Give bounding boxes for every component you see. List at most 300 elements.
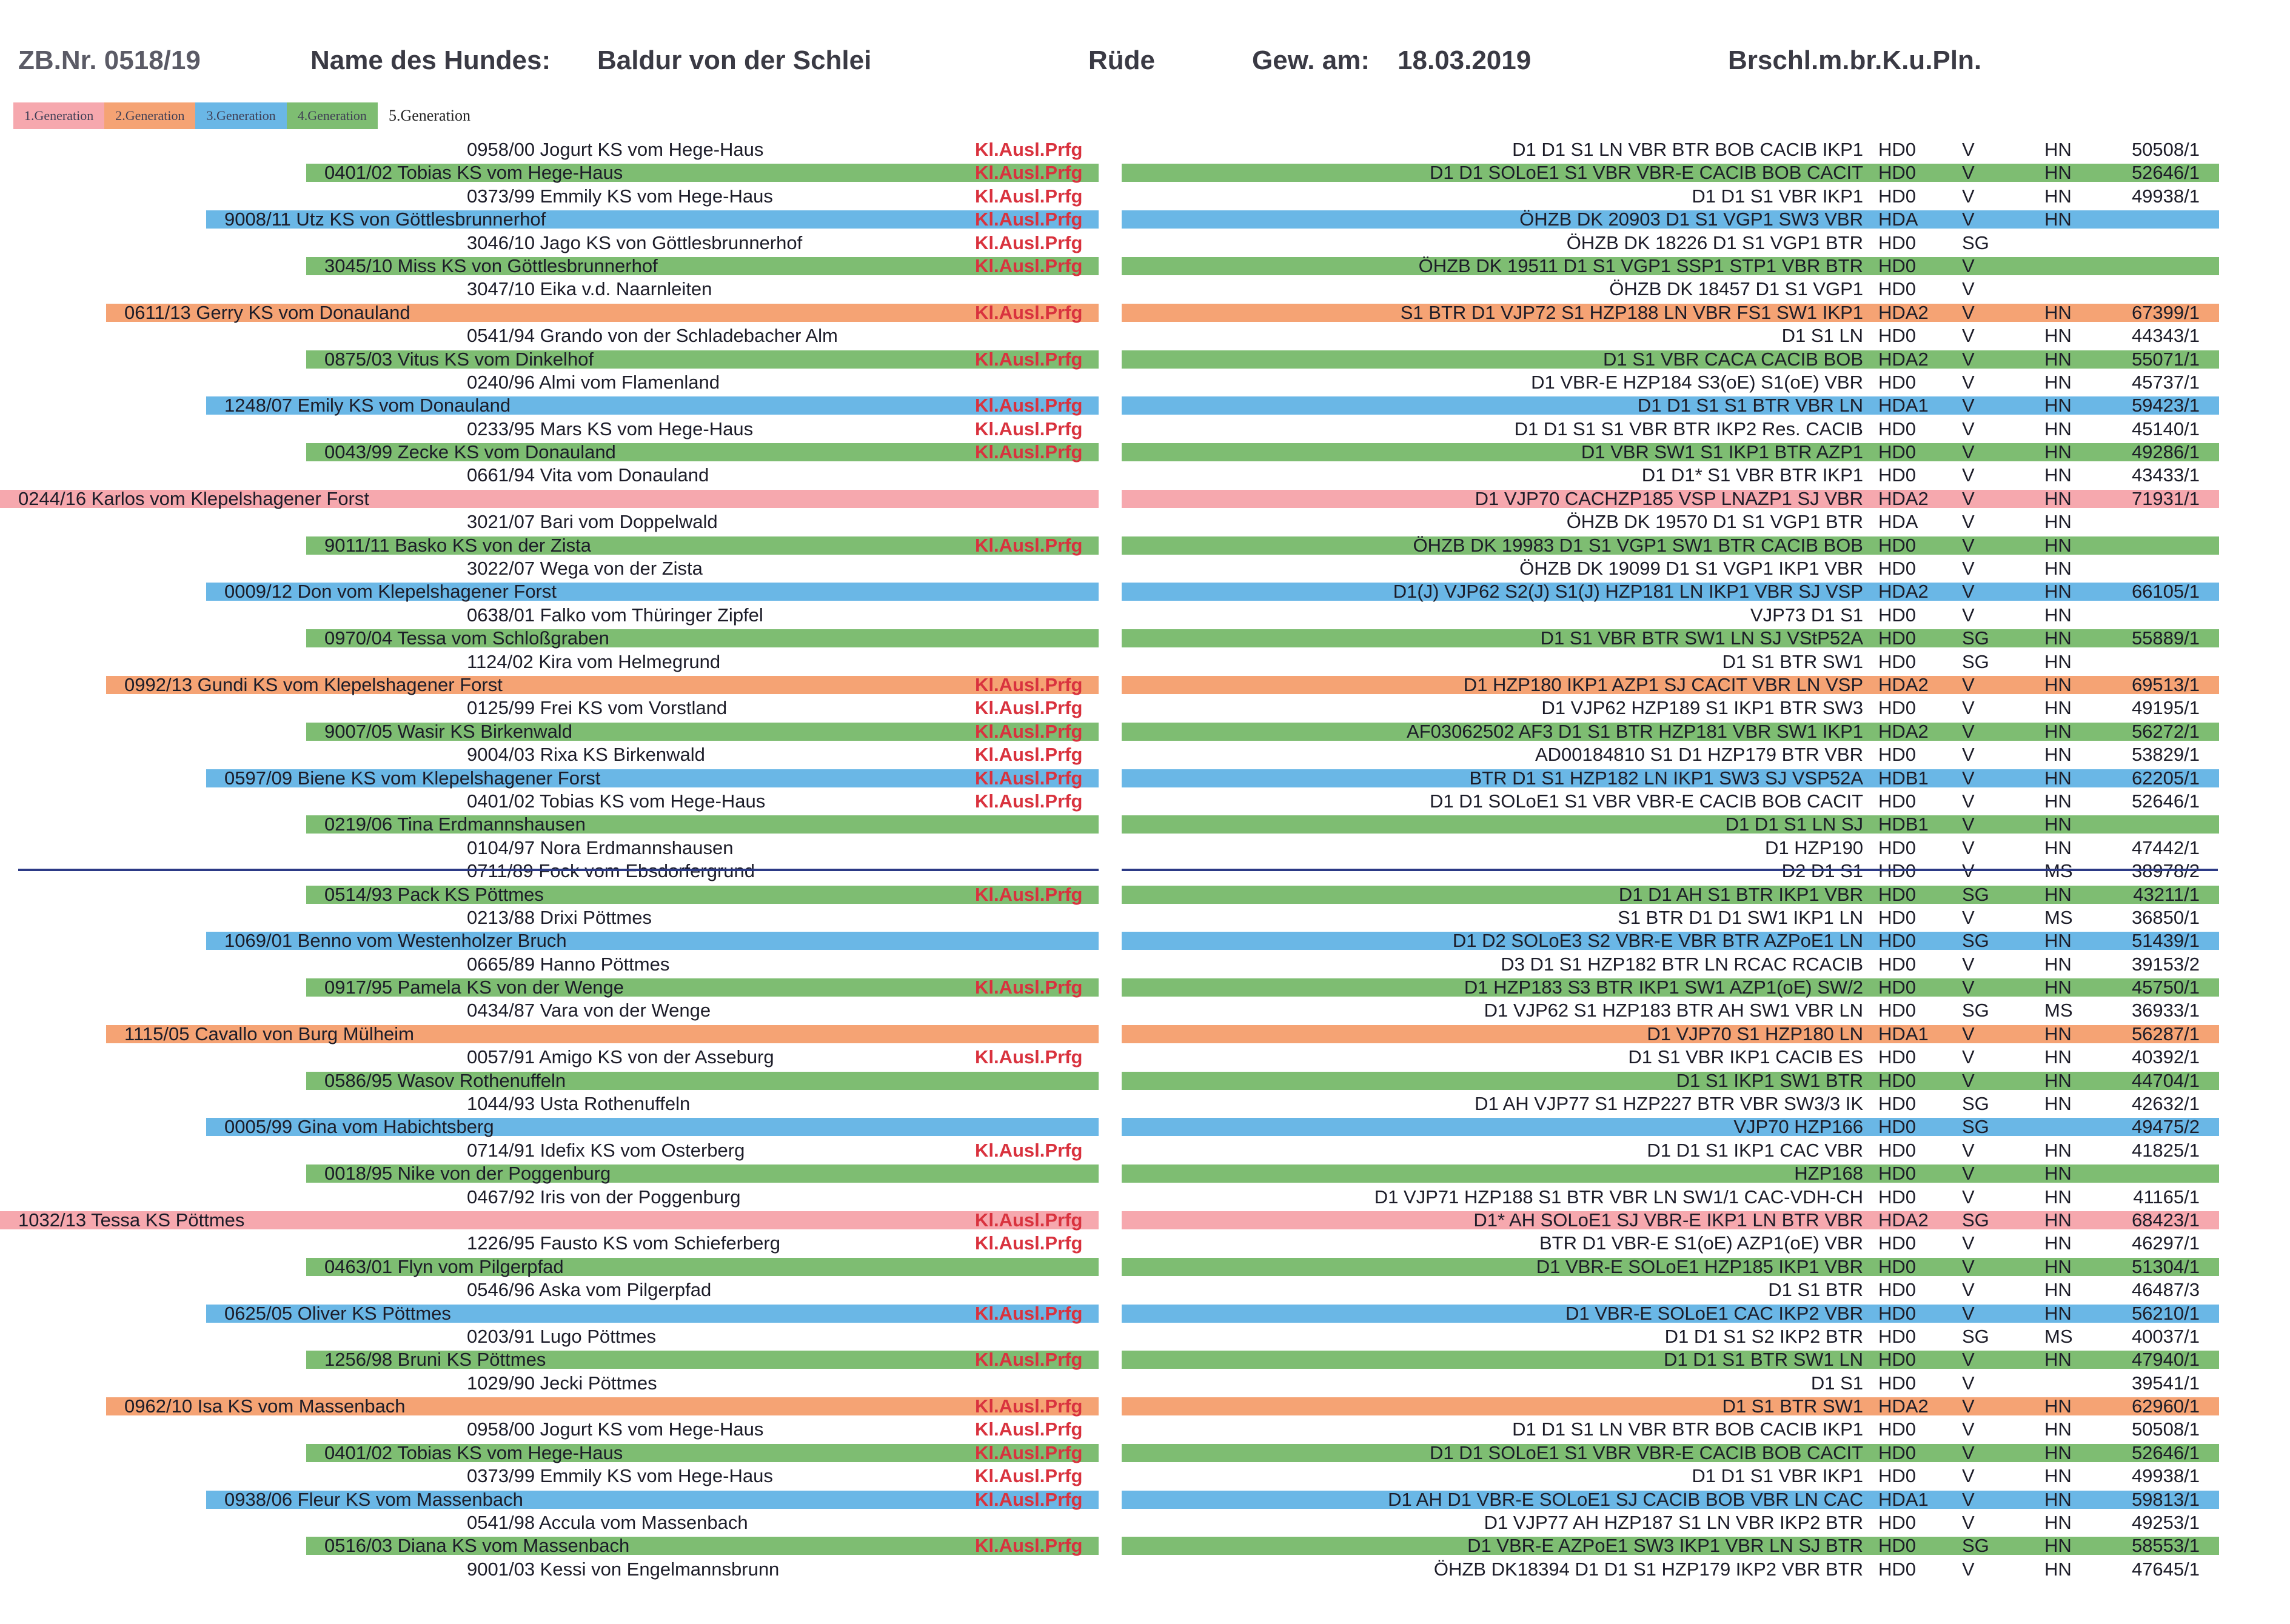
generation-4-band (306, 815, 2219, 834)
pedigree-row (0, 1139, 2290, 1162)
dog-entry-name: 0586/95 Wasov Rothenuffeln (324, 1069, 566, 1091)
achievements: VJP73 D1 S1 (1750, 604, 1863, 626)
hd-grade: HD0 (1878, 1372, 1917, 1394)
dog-entry-name: 1256/98 Bruni KS Pöttmes (324, 1349, 546, 1371)
form-grade: V (1962, 1023, 1975, 1044)
band-gap (1099, 210, 1122, 229)
band-gap (1099, 1536, 1122, 1555)
generation-4-band (306, 536, 2219, 555)
pedigree-row (0, 301, 2290, 324)
form-grade: V (1962, 1139, 1975, 1161)
hd-grade: HD0 (1878, 1465, 1917, 1487)
test-badge: Kl.Ausl.Prfg (975, 1232, 1083, 1254)
form-grade: V (1962, 255, 1975, 276)
hd-grade: HD0 (1878, 1139, 1917, 1161)
hn-mark: HN (2044, 1558, 2072, 1580)
hn-mark: HN (2044, 534, 2072, 556)
dog-entry-name: 1115/05 Cavallo von Burg Mülheim (124, 1023, 414, 1044)
band-gap (1099, 1397, 1122, 1416)
zb-number-cell: 66105/1 (2131, 581, 2200, 603)
dog-entry-name: 0373/99 Emmily KS vom Hege-Haus (467, 1465, 773, 1487)
hd-grade: HD0 (1878, 534, 1917, 556)
legend-generation-5: 5.Generation (388, 107, 470, 124)
pedigree-row (0, 394, 2290, 417)
zb-number-cell: 43211/1 (2133, 883, 2200, 905)
generation-4-band (306, 1258, 2219, 1276)
band-gap (1099, 1164, 1122, 1183)
hd-grade: HD0 (1878, 1255, 1917, 1277)
dog-entry-name: 1248/07 Emily KS vom Donauland (224, 395, 511, 416)
hd-grade: HD0 (1878, 1186, 1917, 1208)
pedigree-row (0, 767, 2290, 790)
band-gap (1099, 1211, 1122, 1230)
test-badge: Kl.Ausl.Prfg (975, 441, 1083, 463)
achievements: D3 D1 S1 HZP182 BTR LN RCAC RCACIB (1501, 953, 1863, 975)
dog-entry-name: 9007/05 Wasir KS Birkenwald (324, 720, 572, 742)
band-gap (1099, 350, 1122, 369)
hd-grade: HD0 (1878, 1442, 1917, 1463)
dog-entry-name: 0005/99 Gina vom Habichtsberg (224, 1116, 494, 1138)
test-badge: Kl.Ausl.Prfg (975, 255, 1083, 276)
pedigree-row (0, 510, 2290, 533)
dog-entry-name: 9001/03 Kessi von Engelmannsbrunn (467, 1558, 780, 1580)
hd-grade: HD0 (1878, 185, 1917, 207)
hd-grade: HD0 (1878, 627, 1917, 649)
pedigree-row (0, 650, 2290, 673)
legend-generation-4: 4.Generation (287, 102, 378, 129)
pedigree-row (0, 1232, 2290, 1255)
hn-mark: HN (2044, 814, 2072, 835)
dog-entry-name: 9008/11 Utz KS von Göttlesbrunnerhof (224, 209, 546, 230)
band-gap (1099, 1117, 1122, 1137)
test-badge: Kl.Ausl.Prfg (975, 185, 1083, 207)
pedigree-row (0, 1302, 2290, 1325)
pedigree-row (0, 1092, 2290, 1115)
form-grade: V (1962, 278, 1975, 300)
achievements: ÖHZB DK 19099 D1 S1 VGP1 IKP1 VBR (1519, 558, 1863, 580)
hd-grade: HD0 (1878, 255, 1917, 276)
pedigree-row (0, 743, 2290, 766)
form-grade: SG (1962, 930, 1989, 952)
hd-grade: HD0 (1878, 953, 1917, 975)
pedigree-row (0, 1325, 2290, 1348)
achievements: D1 D1 SOLoE1 S1 VBR VBR-E CACIB BOB CACIT (1430, 790, 1863, 812)
achievements (1782, 860, 1863, 883)
hn-mark (2044, 860, 2073, 883)
dog-entry-name: 1044/93 Usta Rothenuffeln (467, 1093, 691, 1115)
hn-mark: HN (2044, 744, 2072, 766)
form-grade: V (1962, 464, 1975, 486)
dog-entry-name: 0638/01 Falko vom Thüringer Zipfel (467, 604, 763, 626)
achievements: D1 S1 VBR IKP1 CACIB ES (1628, 1046, 1863, 1068)
dog-entry-name (467, 860, 755, 883)
test-badge: Kl.Ausl.Prfg (975, 1535, 1083, 1557)
pedigree-row (0, 1046, 2290, 1069)
hd-grade: HDA1 (1878, 395, 1929, 416)
dog-entry-name: 9004/03 Rixa KS Birkenwald (467, 744, 705, 766)
zb-number-cell: 47940/1 (2131, 1349, 2200, 1371)
hn-mark: HN (2044, 348, 2072, 370)
test-badge: Kl.Ausl.Prfg (975, 790, 1083, 812)
hn-mark: HN (2044, 1395, 2072, 1417)
pedigree-row (0, 418, 2290, 441)
zb-number-cell: 45750/1 (2131, 977, 2200, 998)
hd-grade: HD0 (1878, 418, 1917, 439)
zb-number-cell: 50508/1 (2131, 139, 2200, 160)
hn-mark: HN (2044, 441, 2072, 463)
form-grade: V (1962, 1372, 1975, 1394)
achievements: D1 VBR-E AZPoE1 SW3 IKP1 VBR LN SJ BTR (1467, 1535, 1863, 1557)
legend-generation-2: 2.Generation (104, 102, 195, 129)
test-badge: Kl.Ausl.Prfg (975, 232, 1083, 253)
test-badge: Kl.Ausl.Prfg (975, 209, 1083, 230)
form-grade: V (1962, 1255, 1975, 1277)
dog-entry-name: 3046/10 Jago KS von Göttlesbrunnerhof (467, 232, 803, 253)
pedigree-row (0, 720, 2290, 743)
hd-grade: HD0 (1878, 232, 1917, 253)
hn-mark: HN (2044, 1349, 2072, 1371)
test-badge: Kl.Ausl.Prfg (975, 720, 1083, 742)
test-badge: Kl.Ausl.Prfg (975, 977, 1083, 998)
form-grade: SG (1962, 627, 1989, 649)
generation-3-band (206, 1305, 2219, 1323)
form-grade: V (1962, 511, 1975, 533)
zb-number-cell: 41825/1 (2131, 1139, 2200, 1161)
achievements: D1 VBR-E SOLoE1 CAC IKP2 VBR (1565, 1302, 1863, 1324)
hn-mark: HN (2044, 1279, 2072, 1301)
pedigree-row (0, 557, 2290, 580)
hd-grade: HD0 (1878, 604, 1917, 626)
form-grade: SG (1962, 232, 1989, 253)
hd-grade: HD0 (1878, 883, 1917, 905)
achievements: D1 S1 VBR CACA CACIB BOB (1603, 348, 1863, 370)
form-grade: V (1962, 1442, 1975, 1463)
test-badge: Kl.Ausl.Prfg (975, 1465, 1083, 1487)
form-grade: V (1962, 348, 1975, 370)
pedigree-row (0, 860, 2290, 883)
achievements: ÖHZB DK 19570 D1 S1 VGP1 BTR (1566, 511, 1863, 533)
zb-number-cell: 45140/1 (2131, 418, 2200, 439)
band-gap (1099, 1257, 1122, 1277)
zb-number-cell: 44343/1 (2131, 325, 2200, 347)
test-badge: Kl.Ausl.Prfg (975, 139, 1083, 160)
form-grade: V (1962, 1046, 1975, 1068)
hd-grade: HDA2 (1878, 673, 1929, 695)
achievements: D1 D1 S1 LN VBR BTR BOB CACIB IKP1 (1512, 1418, 1863, 1440)
dog-entry-name: 0516/03 Diana KS vom Massenbach (324, 1535, 630, 1557)
pedigree-row (0, 255, 2290, 278)
hn-mark: HN (2044, 977, 2072, 998)
hn-mark: HN (2044, 720, 2072, 742)
band-gap (1099, 1443, 1122, 1463)
achievements: D1 S1 LN (1781, 325, 1863, 347)
zb-number-cell: 40392/1 (2131, 1046, 2200, 1068)
hd-grade: HDB1 (1878, 814, 1929, 835)
hd-grade: HD0 (1878, 1232, 1917, 1254)
achievements: D1 D1 SOLoE1 S1 VBR VBR-E CACIB BOB CACIT (1430, 1442, 1863, 1463)
form-grade: V (1962, 720, 1975, 742)
generation-4-band (306, 1072, 2219, 1090)
band-gap (1099, 815, 1122, 834)
form-grade: V (1962, 604, 1975, 626)
dog-entry-name: 1124/02 Kira vom Helmegrund (467, 650, 721, 672)
achievements: D1 D1 SOLoE1 S1 VBR VBR-E CACIB BOB CACIT (1430, 162, 1863, 184)
test-badge: Kl.Ausl.Prfg (975, 1442, 1083, 1463)
achievements: S1 BTR D1 D1 SW1 IKP1 LN (1618, 906, 1863, 928)
zb-number-cell: 51439/1 (2131, 930, 2200, 952)
form-grade: V (1962, 1558, 1975, 1580)
hd-grade: HD0 (1878, 1558, 1917, 1580)
band-gap (1099, 582, 1122, 601)
form-grade: V (1962, 325, 1975, 347)
achievements: D1 VBR-E HZP184 S3(oE) S1(oE) VBR (1531, 371, 1863, 393)
pedigree-row (0, 999, 2290, 1022)
hn-mark: HN (2044, 1209, 2072, 1231)
zb-number-cell: 43433/1 (2131, 464, 2200, 486)
zb-number-cell: 46487/3 (2131, 1279, 2200, 1301)
zb-number-cell: 46297/1 (2131, 1232, 2200, 1254)
pedigree-row (0, 1558, 2290, 1581)
achievements: D1 D1 S1 IKP1 CAC VBR (1647, 1139, 1863, 1161)
hd-grade: HD0 (1878, 278, 1917, 300)
achievements: D1(J) VJP62 S2(J) S1(J) HZP181 LN IKP1 VBR SJ VSP (1393, 581, 1863, 603)
dog-name: Baldur von der Schlei (597, 45, 872, 75)
zb-number-cell: 41165/1 (2133, 1186, 2200, 1208)
zb-number-cell: 52646/1 (2131, 1442, 2200, 1463)
legend-generation-3: 3.Generation (195, 102, 286, 129)
dog-entry-name: 1226/95 Fausto KS vom Schieferberg (467, 1232, 780, 1254)
coat-color: Brschl.m.br.K.u.Pln. (1728, 45, 1982, 75)
hn-mark: HN (2044, 1488, 2072, 1510)
hn-mark: HN (2044, 371, 2072, 393)
test-badge: Kl.Ausl.Prfg (975, 767, 1083, 789)
achievements: S1 BTR D1 VJP72 S1 HZP188 LN VBR FS1 SW1 IKP1 (1400, 301, 1863, 323)
dog-entry-name: 3021/07 Bari vom Doppelwald (467, 511, 718, 533)
hd-grade: HD0 (1878, 325, 1917, 347)
divider-gap (1099, 864, 1122, 876)
pedigree-row (0, 1255, 2290, 1278)
dog-entry-name: 1032/13 Tessa KS Pöttmes (18, 1209, 245, 1231)
dog-entry-name: 0992/13 Gundi KS vom Klepelshagener Forst (124, 673, 503, 695)
hn-mark: HN (2044, 1232, 2072, 1254)
hn-mark: HN (2044, 1418, 2072, 1440)
pedigree-row (0, 1534, 2290, 1557)
zb-number-cell: 58553/1 (2131, 1535, 2200, 1557)
hn-mark: HN (2044, 604, 2072, 626)
achievements: D1 D1* S1 VBR BTR IKP1 (1641, 464, 1863, 486)
form-grade: V (1962, 767, 1975, 789)
hn-mark: HN (2044, 697, 2072, 719)
hn-mark: HN (2044, 767, 2072, 789)
achievements: D1 HZP180 IKP1 AZP1 SJ CACIT VBR LN VSP (1463, 673, 1863, 695)
form-grade: V (1962, 1418, 1975, 1440)
hn-mark: HN (2044, 953, 2072, 975)
pedigree-row (0, 324, 2290, 347)
dog-entry-name: 0962/10 Isa KS vom Massenbach (124, 1395, 406, 1417)
pedigree-row (0, 278, 2290, 301)
hd-grade: HD0 (1878, 1418, 1917, 1440)
generation-4-band (306, 723, 2219, 741)
achievements: HZP168 (1794, 1163, 1863, 1185)
hd-grade: HD0 (1878, 977, 1917, 998)
zb-number-cell: 59423/1 (2131, 395, 2200, 416)
pedigree-row (0, 883, 2290, 906)
dog-entry-name: 0958/00 Jogurt KS vom Hege-Haus (467, 139, 764, 160)
pedigree-row (0, 1465, 2290, 1488)
hn-mark: HN (2044, 1302, 2072, 1324)
form-grade: V (1962, 581, 1975, 603)
achievements: ÖHZB DK18394 D1 D1 S1 HZP179 IKP2 VBR BTR (1433, 1558, 1863, 1580)
hn-mark: MS (2044, 906, 2073, 928)
hd-grade: HDA2 (1878, 301, 1929, 323)
pedigree-row (0, 906, 2290, 929)
hd-grade: HD0 (1878, 1512, 1917, 1534)
test-badge: Kl.Ausl.Prfg (975, 348, 1083, 370)
achievements: D1 VJP77 AH HZP187 S1 LN VBR IKP2 BTR (1484, 1512, 1863, 1534)
achievements: ÖHZB DK 18226 D1 S1 VGP1 BTR (1566, 232, 1863, 253)
hd-grade: HD0 (1878, 1279, 1917, 1301)
pedigree-row (0, 790, 2290, 813)
hn-mark: HN (2044, 1163, 2072, 1185)
dog-entry-name: 0203/91 Lugo Pöttmes (467, 1325, 656, 1347)
hn-mark: MS (2044, 1000, 2073, 1021)
hn-mark: HN (2044, 837, 2072, 858)
hd-grade: HD0 (1878, 371, 1917, 393)
zb-number: ZB.Nr. 0518/19 (18, 45, 201, 75)
form-grade: SG (1962, 883, 1989, 905)
pedigree-row (0, 464, 2290, 487)
form-grade: V (1962, 418, 1975, 439)
dog-entry-name: 0233/95 Mars KS vom Hege-Haus (467, 418, 754, 439)
form-grade: V (1962, 744, 1975, 766)
hn-mark: HN (2044, 301, 2072, 323)
zb-number-cell: 36933/1 (2131, 1000, 2200, 1021)
dog-entry-name: 0661/94 Vita vom Donauland (467, 464, 709, 486)
hn-mark: HN (2044, 1535, 2072, 1557)
hd-grade: HD0 (1878, 1116, 1917, 1138)
zb-number-cell: 53829/1 (2131, 744, 2200, 766)
pedigree-row (0, 953, 2290, 976)
dog-entry-name: 1069/01 Benno vom Westenholzer Bruch (224, 930, 567, 952)
pedigree-row (0, 534, 2290, 557)
pedigree-row (0, 1511, 2290, 1534)
hn-mark: HN (2044, 395, 2072, 416)
band-gap (1099, 536, 1122, 555)
hn-mark: HN (2044, 1139, 2072, 1161)
band-gap (1099, 396, 1122, 415)
generation-legend (13, 98, 481, 133)
hn-mark: HN (2044, 162, 2072, 184)
pedigree-row (0, 1442, 2290, 1465)
dog-entry-name: 0213/88 Drixi Pöttmes (467, 906, 652, 928)
zb-number-cell: 56272/1 (2131, 720, 2200, 742)
hn-mark: HN (2044, 930, 2072, 952)
achievements: BTR D1 VBR-E S1(oE) AZP1(oE) VBR (1539, 1232, 1863, 1254)
hd-grade: HD0 (1878, 1535, 1917, 1557)
test-badge: Kl.Ausl.Prfg (975, 744, 1083, 766)
dog-name-label: Name des Hundes: (310, 45, 551, 75)
hd-grade: HD0 (1878, 1349, 1917, 1371)
zb-number-cell: 55071/1 (2131, 348, 2200, 370)
hd-grade: HD0 (1878, 650, 1917, 672)
form-grade: V (1962, 1163, 1975, 1185)
achievements: D1 S1 BTR (1768, 1279, 1863, 1301)
hd-grade: HDA2 (1878, 487, 1929, 509)
hd-grade: HDA2 (1878, 1209, 1929, 1231)
test-badge: Kl.Ausl.Prfg (975, 1209, 1083, 1231)
hn-mark: HN (2044, 418, 2072, 439)
achievements: D1 S1 IKP1 SW1 BTR (1676, 1069, 1863, 1091)
hd-grade: HD0 (1878, 1046, 1917, 1068)
dog-entry-name: 0043/99 Zecke KS vom Donauland (324, 441, 616, 463)
pedigree-row (0, 697, 2290, 720)
hd-grade: HD0 (1878, 744, 1917, 766)
hd-grade: HDA (1878, 511, 1918, 533)
dog-entry-name: 0373/99 Emmily KS vom Hege-Haus (467, 185, 773, 207)
test-badge: Kl.Ausl.Prfg (975, 1418, 1083, 1440)
test-badge: Kl.Ausl.Prfg (975, 1488, 1083, 1510)
whelp-date: 18.03.2019 (1398, 45, 1532, 75)
dog-entry-name: 0434/87 Vara von der Wenge (467, 1000, 711, 1021)
form-grade: V (1962, 814, 1975, 835)
band-gap (1099, 629, 1122, 648)
achievements: D1 D1 S1 LN VBR BTR BOB CACIB IKP1 (1512, 139, 1863, 160)
dog-entry-name: 3047/10 Eika v.d. Naarnleiten (467, 278, 712, 300)
pedigree-row (0, 1372, 2290, 1395)
achievements: BTR D1 S1 HZP182 LN IKP1 SW3 SJ VSP52A (1469, 767, 1863, 789)
hn-mark: HN (2044, 487, 2072, 509)
form-grade: V (1962, 487, 1975, 509)
band-gap (1099, 978, 1122, 997)
hn-mark: HN (2044, 1465, 2072, 1487)
dog-entry-name: 0665/89 Hanno Pöttmes (467, 953, 670, 975)
zb-number-cell: 44704/1 (2131, 1069, 2200, 1091)
hn-mark: HN (2044, 1255, 2072, 1277)
pedigree-table (0, 138, 2290, 1581)
form-grade: V (1962, 977, 1975, 998)
legend-generation-1: 1.Generation (13, 102, 104, 129)
hn-mark: HN (2044, 581, 2072, 603)
zb-number-cell: 39153/2 (2131, 953, 2200, 975)
form-grade: SG (1962, 1093, 1989, 1115)
test-badge: Kl.Ausl.Prfg (975, 418, 1083, 439)
zb-number-cell: 62205/1 (2131, 767, 2200, 789)
achievements: ÖHZB DK 20903 D1 S1 VGP1 SW3 VBR (1519, 209, 1863, 230)
hd-grade: HD0 (1878, 162, 1917, 184)
form-grade: V (1962, 185, 1975, 207)
dog-entry-name: 0401/02 Tobias KS vom Hege-Haus (324, 1442, 623, 1463)
form-grade: V (1962, 697, 1975, 719)
hd-grade: HDA2 (1878, 348, 1929, 370)
form-grade: V (1962, 1186, 1975, 1208)
achievements: AF03062502 AF3 D1 S1 BTR HZP181 VBR SW1 IKP1 (1407, 720, 1863, 742)
hd-grade: HD0 (1878, 139, 1917, 160)
pedigree-row (0, 1395, 2290, 1418)
achievements: AD00184810 S1 D1 HZP179 BTR VBR (1535, 744, 1863, 766)
band-gap (1099, 885, 1122, 904)
pedigree-row (0, 161, 2290, 184)
dog-entry-name: 9011/11 Basko KS von der Zista (324, 534, 591, 556)
test-badge: Kl.Ausl.Prfg (975, 673, 1083, 695)
pedigree-row (0, 929, 2290, 952)
sex: Rüde (1088, 45, 1155, 75)
pedigree-row (0, 580, 2290, 603)
zb-number-cell: 49938/1 (2131, 185, 2200, 207)
dog-entry-name: 0546/96 Aska vom Pilgerpfad (467, 1279, 712, 1301)
test-badge: Kl.Ausl.Prfg (975, 395, 1083, 416)
form-grade: SG (1962, 1535, 1989, 1557)
zb-number-cell: 52646/1 (2131, 790, 2200, 812)
